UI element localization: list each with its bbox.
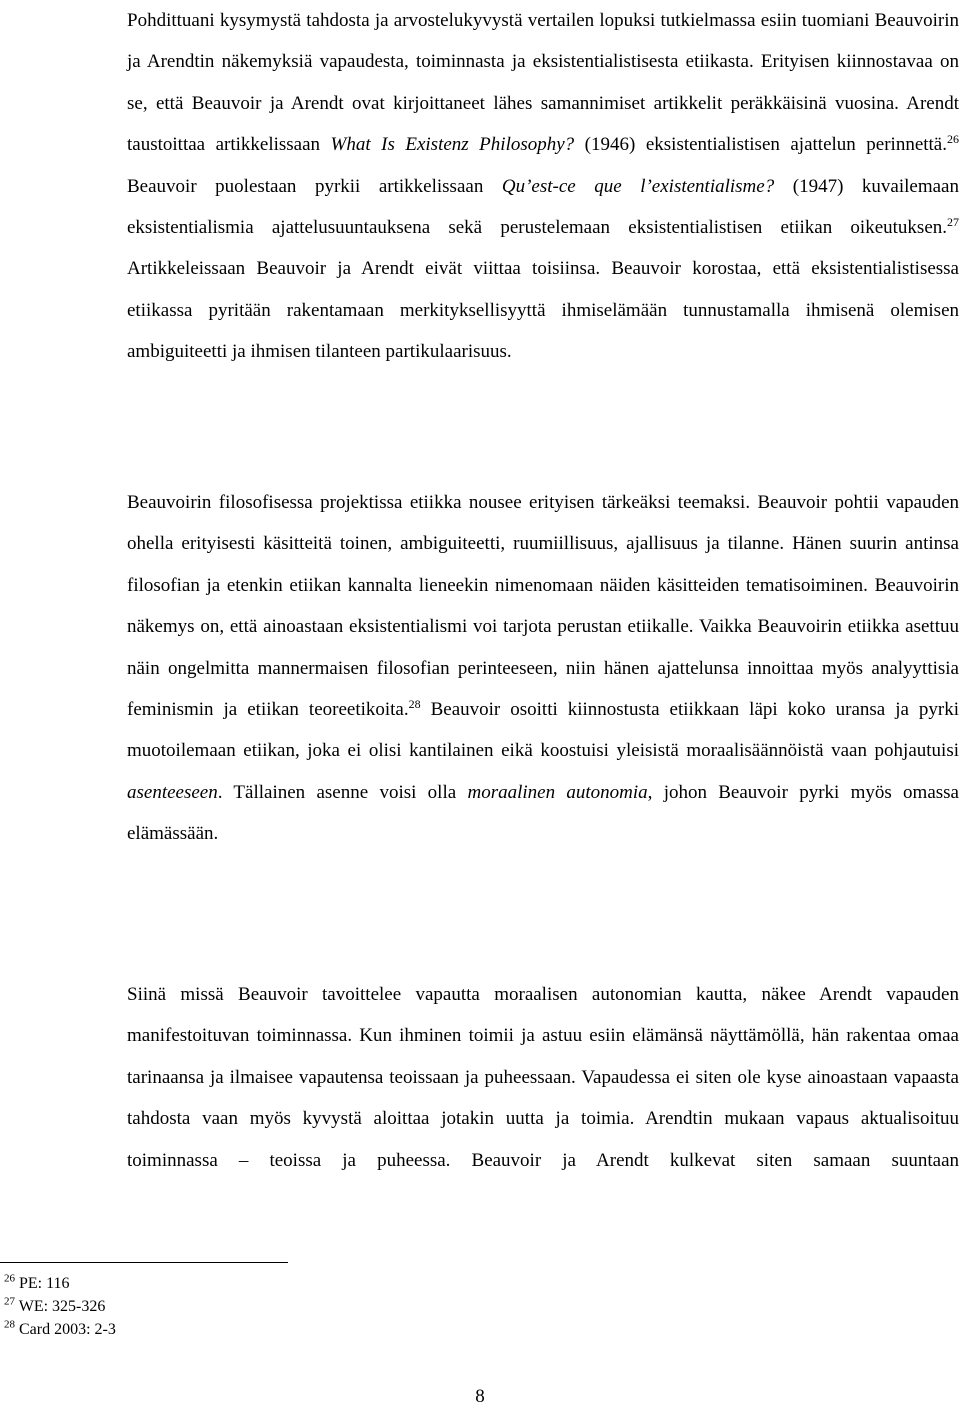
footnote-number: 27 xyxy=(4,1295,15,1308)
text-segment: Artikkeleissaan Beauvoir ja Arendt eivät viittaa toisiinsa. Beauvoir korostaa, että eksistentialistisessa etiikassa pyritään rakentamaan merkityksellisyyttä ihmiselämään tunnustamalla ihmisenä olemisen ambiguiteetti ja ihmisen tilanteen partikulaarisuus. xyxy=(127,258,959,363)
text-segment: (1946) eksistentialistisen ajattelun perinnettä. xyxy=(574,134,947,156)
footnote-ref: 27 xyxy=(947,214,959,229)
paragraph-1 xyxy=(127,0,959,373)
footnote-ref: 28 xyxy=(408,696,421,711)
page-number: 8 xyxy=(475,1386,485,1407)
footnote-ref: 26 xyxy=(947,132,959,147)
footnote-number: 26 xyxy=(4,1272,15,1285)
text-segment: . Tällainen asenne voisi olla xyxy=(217,781,468,803)
italic-text: What Is Existenz Philosophy? xyxy=(330,134,575,156)
footnote-text: WE: 325-326 xyxy=(18,1298,106,1315)
text-segment: , johon Beauvoir pyrki myös omassa elämässään. xyxy=(127,781,959,845)
text-segment: Beauvoir osoitti kiinnostusta etiikkaan läpi koko uransa ja pyrki muotoilemaan etiikan, joka ei olisi kantilainen eikä koostuisi yleisistä moraalisäännöistä vaan pohjautuisi xyxy=(127,699,959,762)
footnote-text: Card 2003: 2-3 xyxy=(19,1321,116,1338)
footnote-28 xyxy=(4,1318,504,1341)
footnote-27 xyxy=(4,1295,504,1318)
paragraph-3 xyxy=(127,974,959,1181)
italic-text: asenteeseen xyxy=(127,781,218,803)
text-segment: Beauvoirin filosofisessa projektissa etiikka nousee erityisen tärkeäksi teemaksi. Beauvoir pohtii vapauden ohella erityisesti käsitteitä toinen, ambiguiteetti, ruumiillisuus, ajallisuus ja tilanne. Hänen suurin antinsa filosofian ja etenkin etiikan kannalta lieneekin nimenomaan näiden käsitteiden tematisoiminen. Beauvoirin näkemys on, että ainoastaan eksistentialismi voi tarjota perustan etiikalle. Vaikka Beauvoirin etiikka asettuu näin ongelmitta mannermaisen filosofian perinteeseen, niin hänen ajattelunsa innoittaa myös analyyttisia feminismin ja etiikan teoreetikoita. xyxy=(127,492,959,721)
footnote-26 xyxy=(4,1272,504,1295)
footnotes xyxy=(4,1272,504,1341)
footnote-text: PE: 116 xyxy=(19,1275,70,1292)
paragraph-2 xyxy=(127,482,959,855)
italic-text: Qu’est-ce que l’existentialisme? xyxy=(501,175,775,197)
italic-text: moraalinen autonomia xyxy=(467,781,648,803)
text-segment: (1947) kuvailemaan eksistentialismia ajattelusuuntauksena sekä perustelemaan eksistentialistisen etiikan oikeutuksen. xyxy=(127,175,959,239)
text-segment: Pohdittuani kysymystä tahdosta ja arvostelukyvystä vertailen lopuksi tutkielmassa esiin tuomiani Beauvoirin ja Arendtin näkemyksiä vapaudesta, toiminnasta ja eksistentialistisesta etiikasta. Erityisen kiinnostavaa on se, että Beauvoir ja Arendt ovat kirjoittaneet lähes samannimiset artikkelit peräkkäisinä vuosina. Arendt taustoittaa artikkelissaan xyxy=(127,10,959,156)
footnote-number: 28 xyxy=(4,1318,15,1331)
text-segment: Siinä missä Beauvoir tavoittelee vapautta moraalisen autonomian kautta, näkee Arendt vapauden manifestoituvan toiminnassa. Kun ihminen toimii ja astuu esiin elämänsä näyttämöllä, hän rakentaa omaa tarinaansa ja ilmaisee vapautensa teoissaan ja puheessaan. Vapaudessa ei siten ole kyse ainoastaan vapaasta tahdosta vaan myös kyvystä aloittaa jotakin uutta ja toimia. Arendtin mukaan vapaus aktualisoituu toiminnassa – teoissa ja puheessa. Beauvoir ja Arendt kulkevat siten samaan suuntaan xyxy=(127,984,959,1171)
text-segment: Beauvoir puolestaan pyrkii artikkelissaan xyxy=(127,175,502,197)
footnote-separator xyxy=(0,1262,288,1263)
